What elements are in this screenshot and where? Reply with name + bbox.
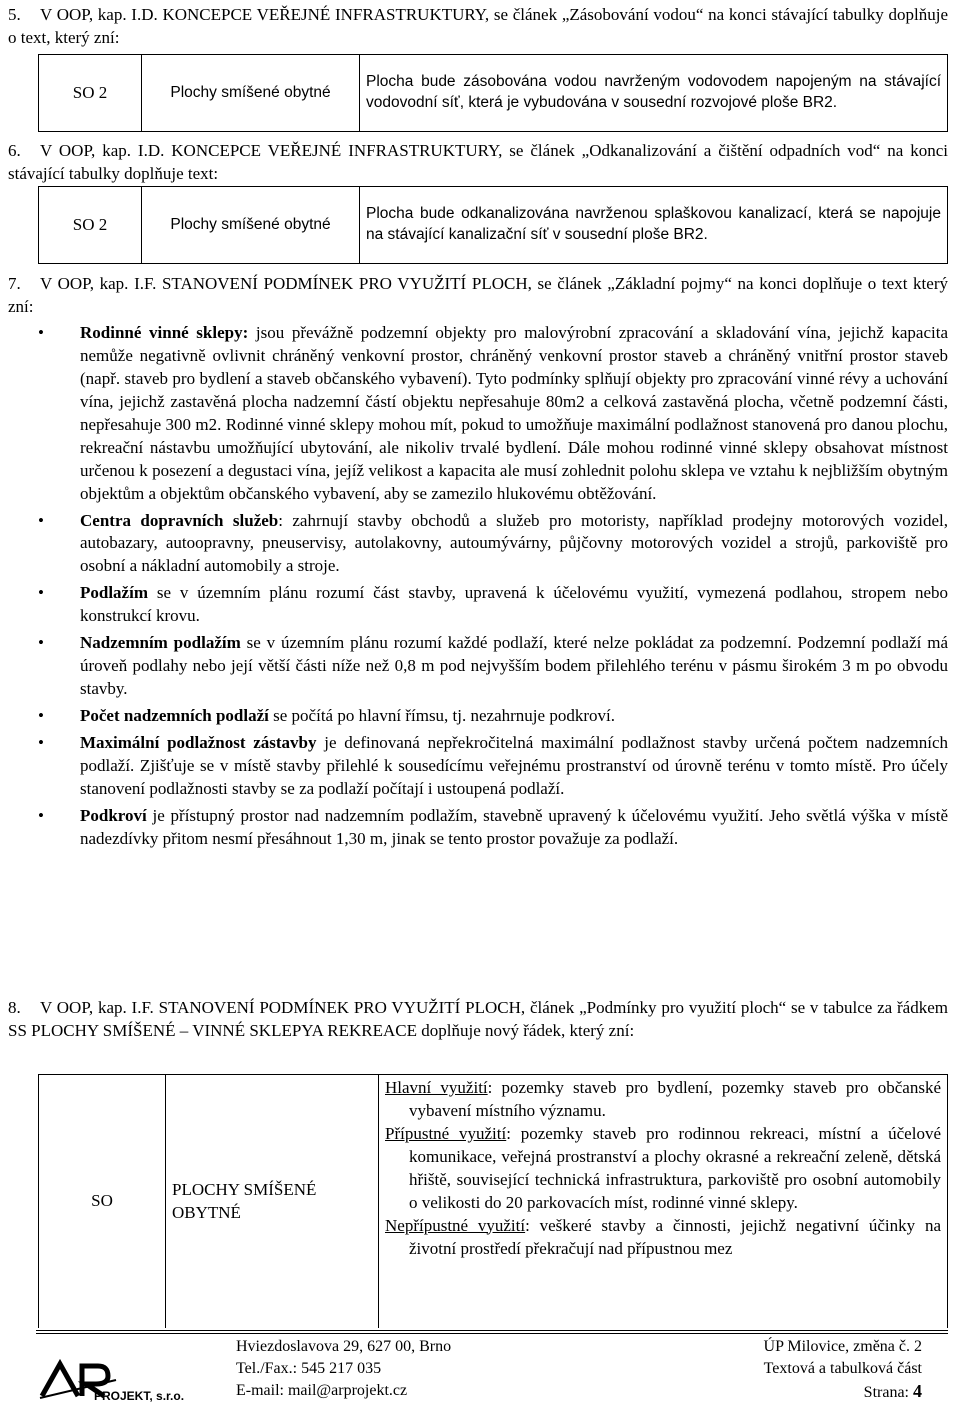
term: Nadzemním podlažím [80,633,241,653]
table-description: Plocha bude zásobována vodou navrženým vodovodem napojeným na stávající vodovodní síť, která je vybudována v sousední rozvojové ploše BR2. [360,55,948,132]
definitions-list [38,322,948,855]
table-code: SO 2 [39,187,142,264]
definition: se v územním plánu rozumí každé podlaží, které nelze pokládat za podzemní. Podzemní podlaží má úroveň podlahy nebo její větší části níže než 0,8 m pod nejvyšším bodem přilehlého terénu v pásmu širokém 3 m po obvodu stavby. [80,633,948,699]
definition: se v územním plánu rozumí část stavby, upravená k účelovému využití, vymezená podlahou, stropem nebo konstrukcí krovu. [80,583,948,626]
item-text: V OOP, kap. I.F. STANOVENÍ PODMÍNEK PRO VYUŽITÍ PLOCH, článek „Podmínky pro využití ploch“ se v tabulce za řádkem SS PLOCHY SMÍŠENÉ – VINNÉ SKLEPYA REKREACE doplňuje nový řádek, který zní: [8,998,948,1040]
footer-email: E-mail: mail@arprojekt.cz [236,1382,408,1399]
company-logo [38,1346,198,1406]
page-number [764,1380,922,1404]
permitted-usage-text: : pozemky staveb pro rodinnou rekreaci, místní a účelové komunikace, veřejná prostranství a plochy okrasné a rekreační zeleně, dětská hřiště, související technická infrastruktura, parkoviště pro osobní automobily o velikosti do 20 parkovacích míst, rodinné vinné sklepy. [409,1123,941,1212]
item-5 [8,4,948,50]
list-item [38,705,948,728]
footer-tel: Tel./Fax.: 545 217 035 [236,1360,382,1377]
prohibited-usage-text: : veškeré stavby a činnosti, jejichž negativní účinky na životní prostředí překračují nad přípustnou mez [409,1215,941,1258]
list-item [38,582,948,628]
definition: je definovaná nepřekročitelná maximální podlažnost stavby určená počtem nadzemních podlaží. Zjišťuje se v místě stavby přilehlé k sousedícímu veřejnému prostranství od úrovně terénu v tomto místě. Pro účely stanovení podlažnosti stavby se za podlaží počítají i ustoupená podlaží. [80,732,948,798]
footer-contact [236,1336,451,1402]
table-usage [379,1075,948,1329]
page-footer [0,1330,960,1410]
term: Maximální podlažnost zástavby [80,732,317,752]
table-code: SO [39,1075,166,1329]
footer-address: Hviezdoslavova 29, 627 00, Brno [236,1338,452,1355]
footer-rule [36,1330,948,1331]
main-usage-label: Hlavní využití [385,1078,488,1097]
footer-doc-title: ÚP Milovice, změna č. 2 [763,1338,922,1355]
prohibited-usage-label: Nepřípustné využití [385,1215,526,1235]
item-8 [8,997,948,1043]
footer-doc-info [764,1336,922,1404]
main-usage-text: : pozemky staveb pro bydlení, pozemky staveb pro občanské vybavení místního významu. [409,1078,942,1120]
list-item [38,805,948,851]
table-code: SO 2 [39,55,142,132]
page-label: Strana: [863,1384,913,1401]
definition: se počítá po hlavní římsu, tj. nezahrnuje podkroví. [268,706,615,725]
item-text: V OOP, kap. I.F. STANOVENÍ PODMÍNEK PRO VYUŽITÍ PLOCH, se článek „Základní pojmy“ na konci doplňuje o text který zní: [8,274,948,316]
list-item [38,322,948,506]
table-type: Plochy smíšené obytné [142,187,360,264]
item-6 [8,140,948,186]
item-number: 5. [8,5,21,24]
footer-rule [36,1333,948,1334]
logo-mark-icon [38,1346,198,1406]
list-item [38,632,948,701]
list-item [38,732,948,801]
term: Podkroví [80,805,147,825]
term: Počet nadzemních podlaží [80,706,269,725]
list-item [38,510,948,579]
term: Rodinné vinné sklepy: [80,323,249,342]
main-usage [385,1077,941,1123]
logo-text: PROJEKT, s.r.o. [94,1389,185,1403]
item-8-table [38,1074,948,1328]
item-number: 8. [8,998,21,1017]
item-number: 6. [8,141,21,160]
item-7 [8,273,948,319]
item-5-table [38,54,948,132]
prohibited-usage [385,1215,941,1261]
item-text: V OOP, kap. I.D. KONCEPCE VEŘEJNÉ INFRASTRUKTURY, se článek „Odkanalizování a čištění odpadních vod“ na konci stávající tabulky doplňuje text: [8,141,948,183]
footer-doc-subtitle: Textová a tabulková část [763,1360,922,1377]
item-6-table [38,186,948,264]
definition: : zahrnují stavby obchodů a služeb pro motoristy, například prodejny motorových vozidel, autobazary, autoopravny, pneuservisy, autolakovny, autoumývárny, půjčovny motorových vozidel a strojů, parkoviště pro osobní a nákladní automobily a stroje. [80,510,948,576]
definition: je přístupný prostor nad nadzemním podlažím, stavebně upravený k účelovému využití. Jeho světlá výška v místě nadezdívky přitom nesmí přesáhnout 1,30 m, jinak se tento prostor považuje za podlaží. [80,805,948,848]
page-num: 4 [913,1381,922,1401]
definition: jsou převážně podzemní objekty pro malovýrobní zpracování a skladování vína, jejichž kapacita nemůže negativně ovlivnit chráněný venkovní prostor, chráněný venkovní prostor staveb a chráněný vnitřní prostor staveb (např. staveb pro bydlení a staveb občanského vybavení). Tyto podmínky splňují objekty pro zpracování vinné révy a uchování vína, jejichž zastavěná plocha nadzemní částí objektu nepřesahuje 80m2 a celková zastavěná plocha, včetně podzemní části, nepřesahuje 300 m2. Rodinné vinné sklepy mohou mít, pokud to umožňuje maximální podlažnost stanovená pro danou plochu, rekreační nástavbu umožňující ubytování, ale nikoliv trvalé bydlení. Dále mohou rodinné vinné sklepy obsahovat místnost určenou k posezení a degustaci vína, jejíž velikost a kapacita ale musí zohlednit polohu sklepa ve vztahu k nejbližším obytným objektům a objektům občanského vybavení, aby se zamezilo hlukovému obtěžování. [80,323,949,503]
permitted-usage [385,1123,941,1215]
table-type: Plochy smíšené obytné [142,55,360,132]
item-number: 7. [8,274,21,293]
table-description: Plocha bude odkanalizována navrženou splaškovou kanalizací, která se napojuje na stávající kanalizační síť v sousední ploše BR2. [360,187,948,264]
permitted-usage-label: Přípustné využití [385,1123,507,1143]
term: Centra dopravních služeb [80,510,279,530]
table-type: PLOCHY SMÍŠENÉ OBYTNÉ [166,1075,379,1329]
term: Podlažím [80,583,148,603]
item-text: V OOP, kap. I.D. KONCEPCE VEŘEJNÉ INFRASTRUKTURY, se článek „Zásobování vodou“ na konci stávající tabulky doplňuje o text, který zní: [8,5,948,47]
